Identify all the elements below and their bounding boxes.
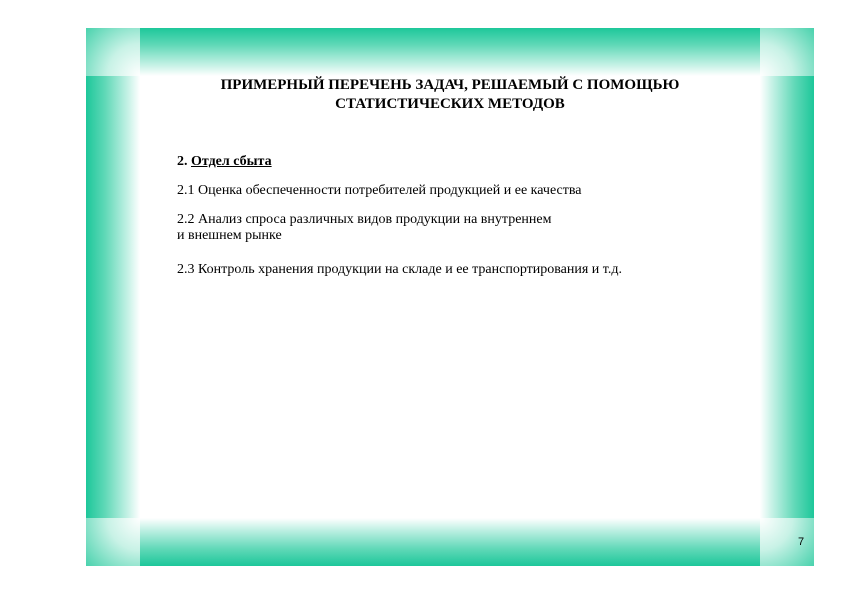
list-item-2-2-line-2: и внешнем рынке	[177, 228, 282, 243]
frame-corner-bottom-left	[86, 518, 140, 566]
section-title: Отдел сбыта	[191, 154, 272, 169]
page-number: 7	[798, 536, 805, 548]
frame-corner-top-left	[86, 28, 140, 76]
frame-bar-bottom	[140, 518, 760, 566]
frame-bar-top	[140, 28, 760, 76]
section-number: 2.	[177, 154, 188, 169]
list-item-2-1: 2.1 Оценка обеспеченности потребителей продукцией и ее качества	[177, 183, 582, 198]
slide-content	[140, 76, 760, 518]
frame-bar-right	[760, 76, 814, 518]
slide-title-line-2: СТАТИСТИЧЕСКИХ МЕТОДОВ	[335, 96, 565, 112]
slide-title	[140, 76, 760, 114]
slide-title-line-1: ПРИМЕРНЫЙ ПЕРЕЧЕНЬ ЗАДАЧ, РЕШАЕМЫЙ С ПОМОЩЬЮ	[220, 77, 680, 93]
frame-corner-top-right	[760, 28, 814, 76]
frame-bar-left	[86, 76, 140, 518]
list-item-2-3: 2.3 Контроль хранения продукции на складе и ее транспортирования и т.д.	[177, 262, 622, 277]
list-item-2-2	[177, 212, 647, 244]
section-heading	[177, 154, 272, 170]
frame-corner-bottom-right	[760, 518, 814, 566]
list-item-2-2-line-1: 2.2 Анализ спроса различных видов продукции на внутреннем	[177, 212, 552, 227]
